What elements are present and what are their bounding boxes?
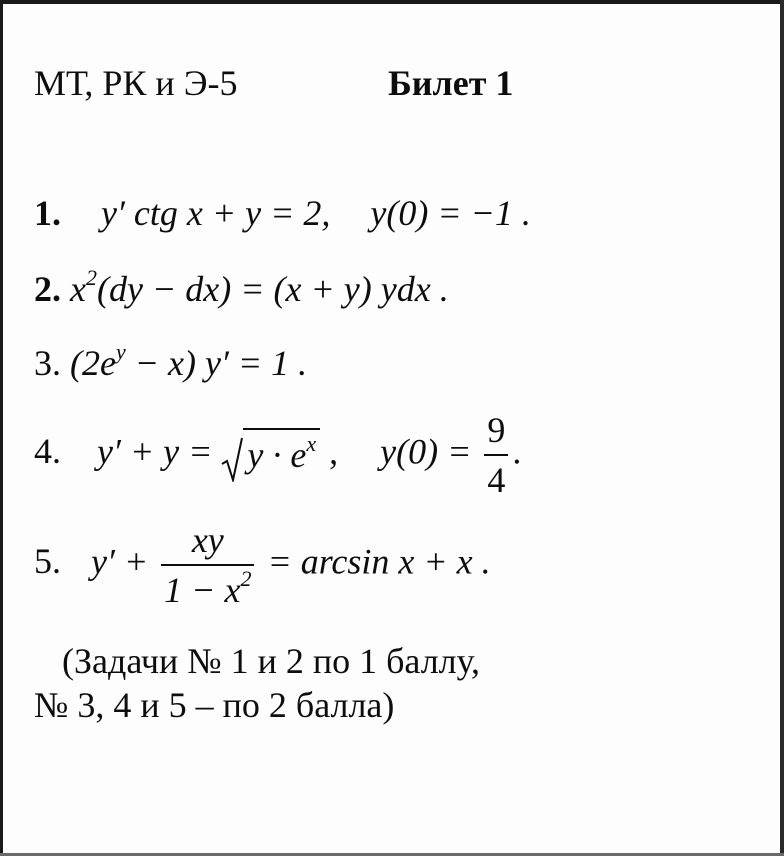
problem-number: 3. [34,343,61,383]
fraction-nine-quarters: $\frac{9}{4}$ [484,412,508,498]
initial-condition: y(0) = −1 . [370,193,531,233]
equation: $(2e^y - x) y' = 1$ . [70,339,308,383]
problem-number: 1. [34,193,61,233]
fraction-xy-over-1-minus-x2: $\frac{xy}{1 - x^2}$ [161,522,254,608]
problem-3 [34,339,308,384]
group-label: МТ, РК и Э-5 [34,63,238,103]
scoring-note-line-2: № 3, 4 и 5 – по 2 балла) [34,685,395,725]
radical-sign-icon [221,436,243,482]
scan-border-left [0,0,3,856]
problem-5 [34,522,491,608]
problem-number: 5. [34,541,61,582]
equation: y′ ctg x + y = 2, [101,193,331,233]
scan-border-right [780,0,784,856]
problem-number: 4. [34,431,61,472]
equation-lhs: y′ + [91,541,149,582]
ticket-title: Билет 1 [388,63,514,103]
problem-2 [34,265,449,310]
problem-4: 4. $y' + y = y \cdot e^x$ , y(0) = $\frac{9}{4}$ . [34,410,522,500]
scan-border-top [0,0,784,4]
equation-rhs: = arcsin x + x . [267,541,491,582]
square-root: $y \cdot e^x$ [221,428,320,482]
problem-number: 2. [34,269,61,309]
scoring-note-line-1: (Задачи № 1 и 2 по 1 баллу, [62,641,481,681]
equation-lhs: y′ + y = [97,431,213,472]
initial-condition: y(0) = [380,431,472,472]
equation: $x^2(dy - dx) = (x + y)$ ydx . [70,265,449,309]
problem-1 [34,192,531,234]
